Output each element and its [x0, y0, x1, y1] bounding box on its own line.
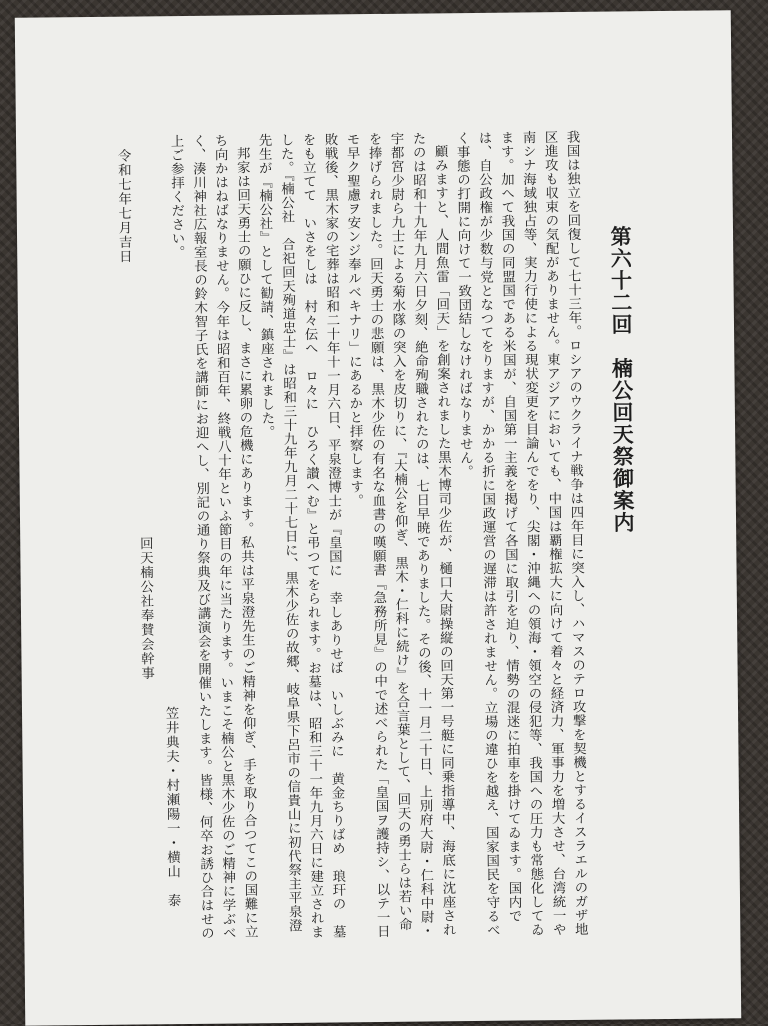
document-sheet — [15, 10, 742, 1025]
body-paragraph: 我国は独立を回復して七十三年。ロシアのウクライナ戦争は四年目に突入し、ハマスのテロ攻撃を契機とするイスラエルのガザ地区進攻も収束の気配がありません。東アジアにおいても、中国は覇権拡大に向けて着々と経済力、軍事力を増大させ、台湾統一や南シナ海域独占等、実力行使による現状変更を目論んでをり、尖閣・沖縄への領海・領空の侵犯等、我国への圧力も常態化してゐます。加へて我国の同盟国である米国が、自国第一主義を掲げて各国に取引を迫り、情勢の混迷に拍車を掛けてゐます。国内では、自公政権が少数与党となつてをりますが、かかる折に国政運営の遅滞は許されません。立場の違ひを越え、国家国民を守るべく事態の打開に向けて一致団結しなければなりません。 — [453, 129, 588, 938]
body-paragraph: 邦家は回天勇士の願ひに反し、まさに累卵の危機にあります。私共は平泉澄先生のご精神を仰ぎ、手を取り合つてこの国難に立ち向かはねばなりません。今年は昭和百年、終戦八十年といふ節目の年に当たります。いまこそ楠公と黒木少佐のご精神に学ぶべく、湊川神社広報室長の鈴木智子氏を講師にお迎へし、別記の通り祭典及び講演会を開催いたします。皆様、何卒お誘ひ合はせの上ご参拝ください。 — [167, 133, 258, 941]
organization-name: 回天楠公社奉賛会幹事 — [137, 536, 154, 681]
body-paragraph: 敗戦後、黒木家の宅葬は昭和二十年十一月六日、平泉澄博士が『皇国に 幸しありせば いしぶみに 黄金ちりばめ 琅玕の 墓をも立てて いさをしは 村々伝へ ロ々に ひろく讃へむ』と弔つてをられます。お墓は、昭和三十一年九月六日に建立されました。『楠公社 合祀回天殉道忠士』は昭和三十九年九月二十七日に、黒木少佐の故郷、岐阜県下呂市の信貴山に初代祭主平泉澄先生が『楠公社』として勧請、鎮座されました。 — [255, 132, 346, 939]
document-date: 令和七年七月吉日 — [115, 148, 132, 264]
body-paragraph: 顧みますと、人間魚雷「回天」を創案されました黒木博司少佐が、樋口大尉操縦の回天第一号艇に同乗指導中、海底に沈座されたのは昭和十九年九月六日夕刻、絶命殉職されたのは、七日早暁でありました。その後、十一月二十日、上別府大尉・仁科中尉・宇都宮少尉ら九士による菊水隊の突入を皮切りに、『大楠公を仰ぎ、黒木・仁科に続け』を合言葉として、回天の勇士らは若い命を捧げられました。回天勇士の悲願は、黒木少佐の有名な血書の嘆願書『急務所見』の中で述べられた「皇国ヲ護持シ、以テ一日モ早ク聖慮ヲ安ンジ奉ルベキナリ」にあるかと拝察します。 — [343, 131, 456, 939]
document-title: 第六十二回 楠公回天祭御案内 — [607, 225, 636, 534]
document-body — [142, 130, 590, 945]
signatory-names: 笠井典夫・村瀬陽一・横山 泰 — [162, 706, 181, 908]
